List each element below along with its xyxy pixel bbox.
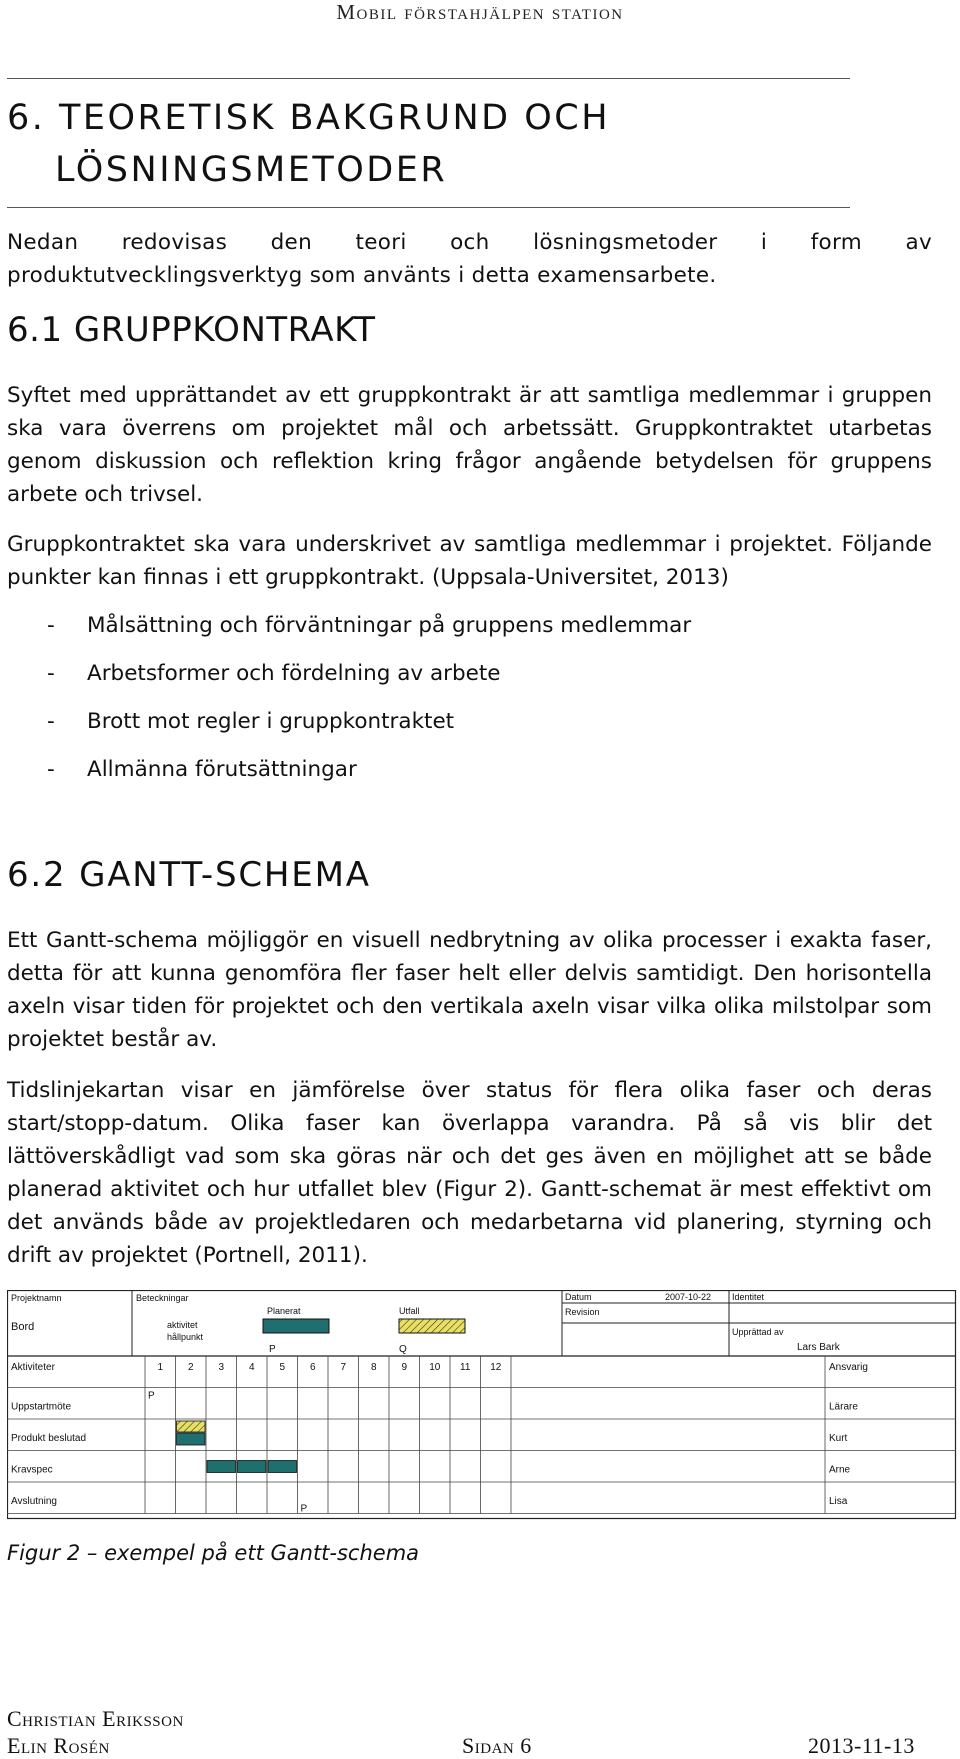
gantt-datum-value: 2007-10-22 (665, 1292, 712, 1302)
gantt-activity-label: Kravspec (11, 1464, 53, 1476)
legend-actual-marker: Q (399, 1344, 407, 1355)
section-title-line2: LÖSNINGSMETODER (55, 150, 448, 190)
bullet-item: - Brott mot regler i gruppkontraktet (47, 709, 455, 734)
section-rule (7, 207, 850, 208)
gantt-week-label: 7 (340, 1362, 347, 1373)
gantt-planned-bar (238, 1461, 267, 1473)
figure-caption: Figur 2 – exempel på ett Gantt-schema (7, 1541, 420, 1565)
gantt-milestone-marker: P (300, 1503, 308, 1515)
gantt-week-label: 1 (157, 1362, 164, 1373)
legend-actual-swatch (399, 1319, 465, 1333)
bullet-item: - Allmänna förutsättningar (47, 757, 357, 782)
section-title-line1: 6. TEORETISK BAKGRUND OCH (7, 98, 611, 138)
gantt-activity-label: Uppstartmöte (11, 1401, 72, 1413)
gantt-activity-label: Avslutning (11, 1496, 57, 1507)
gantt-activity-label: Produkt beslutad (11, 1433, 87, 1444)
gantt-beteckningar-label: Beteckningar (136, 1293, 189, 1303)
gantt-week-label: 10 (429, 1362, 441, 1373)
gantt-revision-label: Revision (565, 1307, 600, 1317)
gantt-upprattad-label: Upprättad av (732, 1327, 784, 1337)
subsection-title-gruppkontrakt: 6.1 GRUPPKONTRAKT (7, 310, 376, 350)
bullet-item: - Arbetsformer och fördelning av arbete (47, 661, 501, 686)
gantt-person-label: Lärare (829, 1401, 858, 1413)
footer-author-2: Elin Rosén (7, 1733, 110, 1758)
gantt-week-label: 9 (401, 1362, 408, 1373)
gantt-week-label: 3 (218, 1362, 225, 1373)
running-header: Mobil förstahjälpen station (336, 0, 624, 24)
gantt-datum-label: Datum (565, 1292, 592, 1302)
gantt-hallpunkt-label: hållpunkt (167, 1332, 204, 1342)
gantt-planerat-label: Planerat (267, 1306, 301, 1316)
legend-planned-swatch (263, 1319, 329, 1333)
header-rule (7, 78, 850, 79)
footer-page-number: Sidan 6 (462, 1733, 532, 1758)
footer-author-1: Christian Eriksson (7, 1706, 184, 1731)
gantt-week-label: 4 (248, 1362, 255, 1373)
gantt-identitet-label: Identitet (732, 1292, 765, 1302)
gantt-upprattad-value: Lars Bark (797, 1342, 840, 1353)
gantt-week-label: 12 (490, 1362, 502, 1373)
gantt-person-label: Lisa (829, 1496, 848, 1507)
gantt-projektnamn-value: Bord (11, 1321, 35, 1333)
gantt-chart-figure (7, 1290, 957, 1520)
footer-date: 2013-11-13 (808, 1733, 915, 1758)
gantt-person-label: Kurt (829, 1433, 848, 1444)
gantt-planned-bar (177, 1433, 206, 1445)
gantt-week-label: 11 (460, 1362, 471, 1373)
legend-planned-marker: P (269, 1344, 276, 1355)
gantt-aktivitet-label: aktivitet (167, 1320, 198, 1330)
gantt-utfall-label: Utfall (399, 1306, 420, 1316)
gantt-week-label: 5 (279, 1362, 286, 1373)
gantt-planned-bar (207, 1461, 236, 1473)
gantt-planned-bar (268, 1461, 297, 1473)
gruppkontrakt-paragraph-2: Gruppkontraktet ska vara underskrivet av samtliga medlemmar i projektet. Följande punkter kan finnas i ett gruppkontrakt. (Uppsala-Universitet, 2013) (7, 532, 932, 590)
gantt-week-label: 2 (187, 1362, 194, 1373)
gantt-person-label: Arne (829, 1464, 851, 1476)
gantt-projektnamn-label: Projektnamn (11, 1293, 62, 1303)
gantt-ansvarig-header: Ansvarig (829, 1362, 868, 1373)
gantt-week-label: 6 (309, 1362, 316, 1373)
gantt-actual-bar (177, 1421, 206, 1432)
gantt-paragraph-1: Ett Gantt-schema möjliggör en visuell nedbrytning av olika processer i exakta faser, detta för att kunna genomföra fler faser helt eller delvis samtidigt. Den horisontella axeln visar tiden för projektet och den vertikala axeln visar vilka olika milstolpar som projektet består av. (7, 928, 932, 1052)
gantt-milestone-marker: P (148, 1390, 155, 1402)
bullet-item: - Målsättning och förväntningar på gruppens medlemmar (47, 613, 692, 638)
gruppkontrakt-paragraph-1: Syftet med upprättandet av ett gruppkontrakt är att samtliga medlemmar i gruppen ska vara överrens om projektet mål och arbetssätt. Gruppkontraktet utarbetas genom diskussion och reflektion kring frågor angående betydelsen för gruppens arbete och trivsel. (7, 383, 932, 507)
gantt-week-label: 8 (370, 1362, 377, 1373)
gantt-aktiviteter-header: Aktiviteter (11, 1362, 55, 1373)
gantt-paragraph-2: Tidslinjekartan visar en jämförelse över status för flera olika faser och deras start/stopp-datum. Olika faser kan överlappa varandra. På så vis blir det lättöverskådligt vad som ska göras när och det ges även en möjlighet att se både planerad aktivitet och hur utfallet blev (Figur 2). Gantt-schemat är mest effektivt om det används både av projektledaren och medarbetarna vid planering, styrning och drift av projektet (Portnell, 2011). (7, 1078, 932, 1268)
intro-paragraph: Nedan redovisas den teori och lösningsmetoder i form av produktutvecklingsverktyg som använts i detta examensarbete. (7, 230, 932, 288)
subsection-title-gantt: 6.2 GANTT-SCHEMA (7, 855, 371, 895)
